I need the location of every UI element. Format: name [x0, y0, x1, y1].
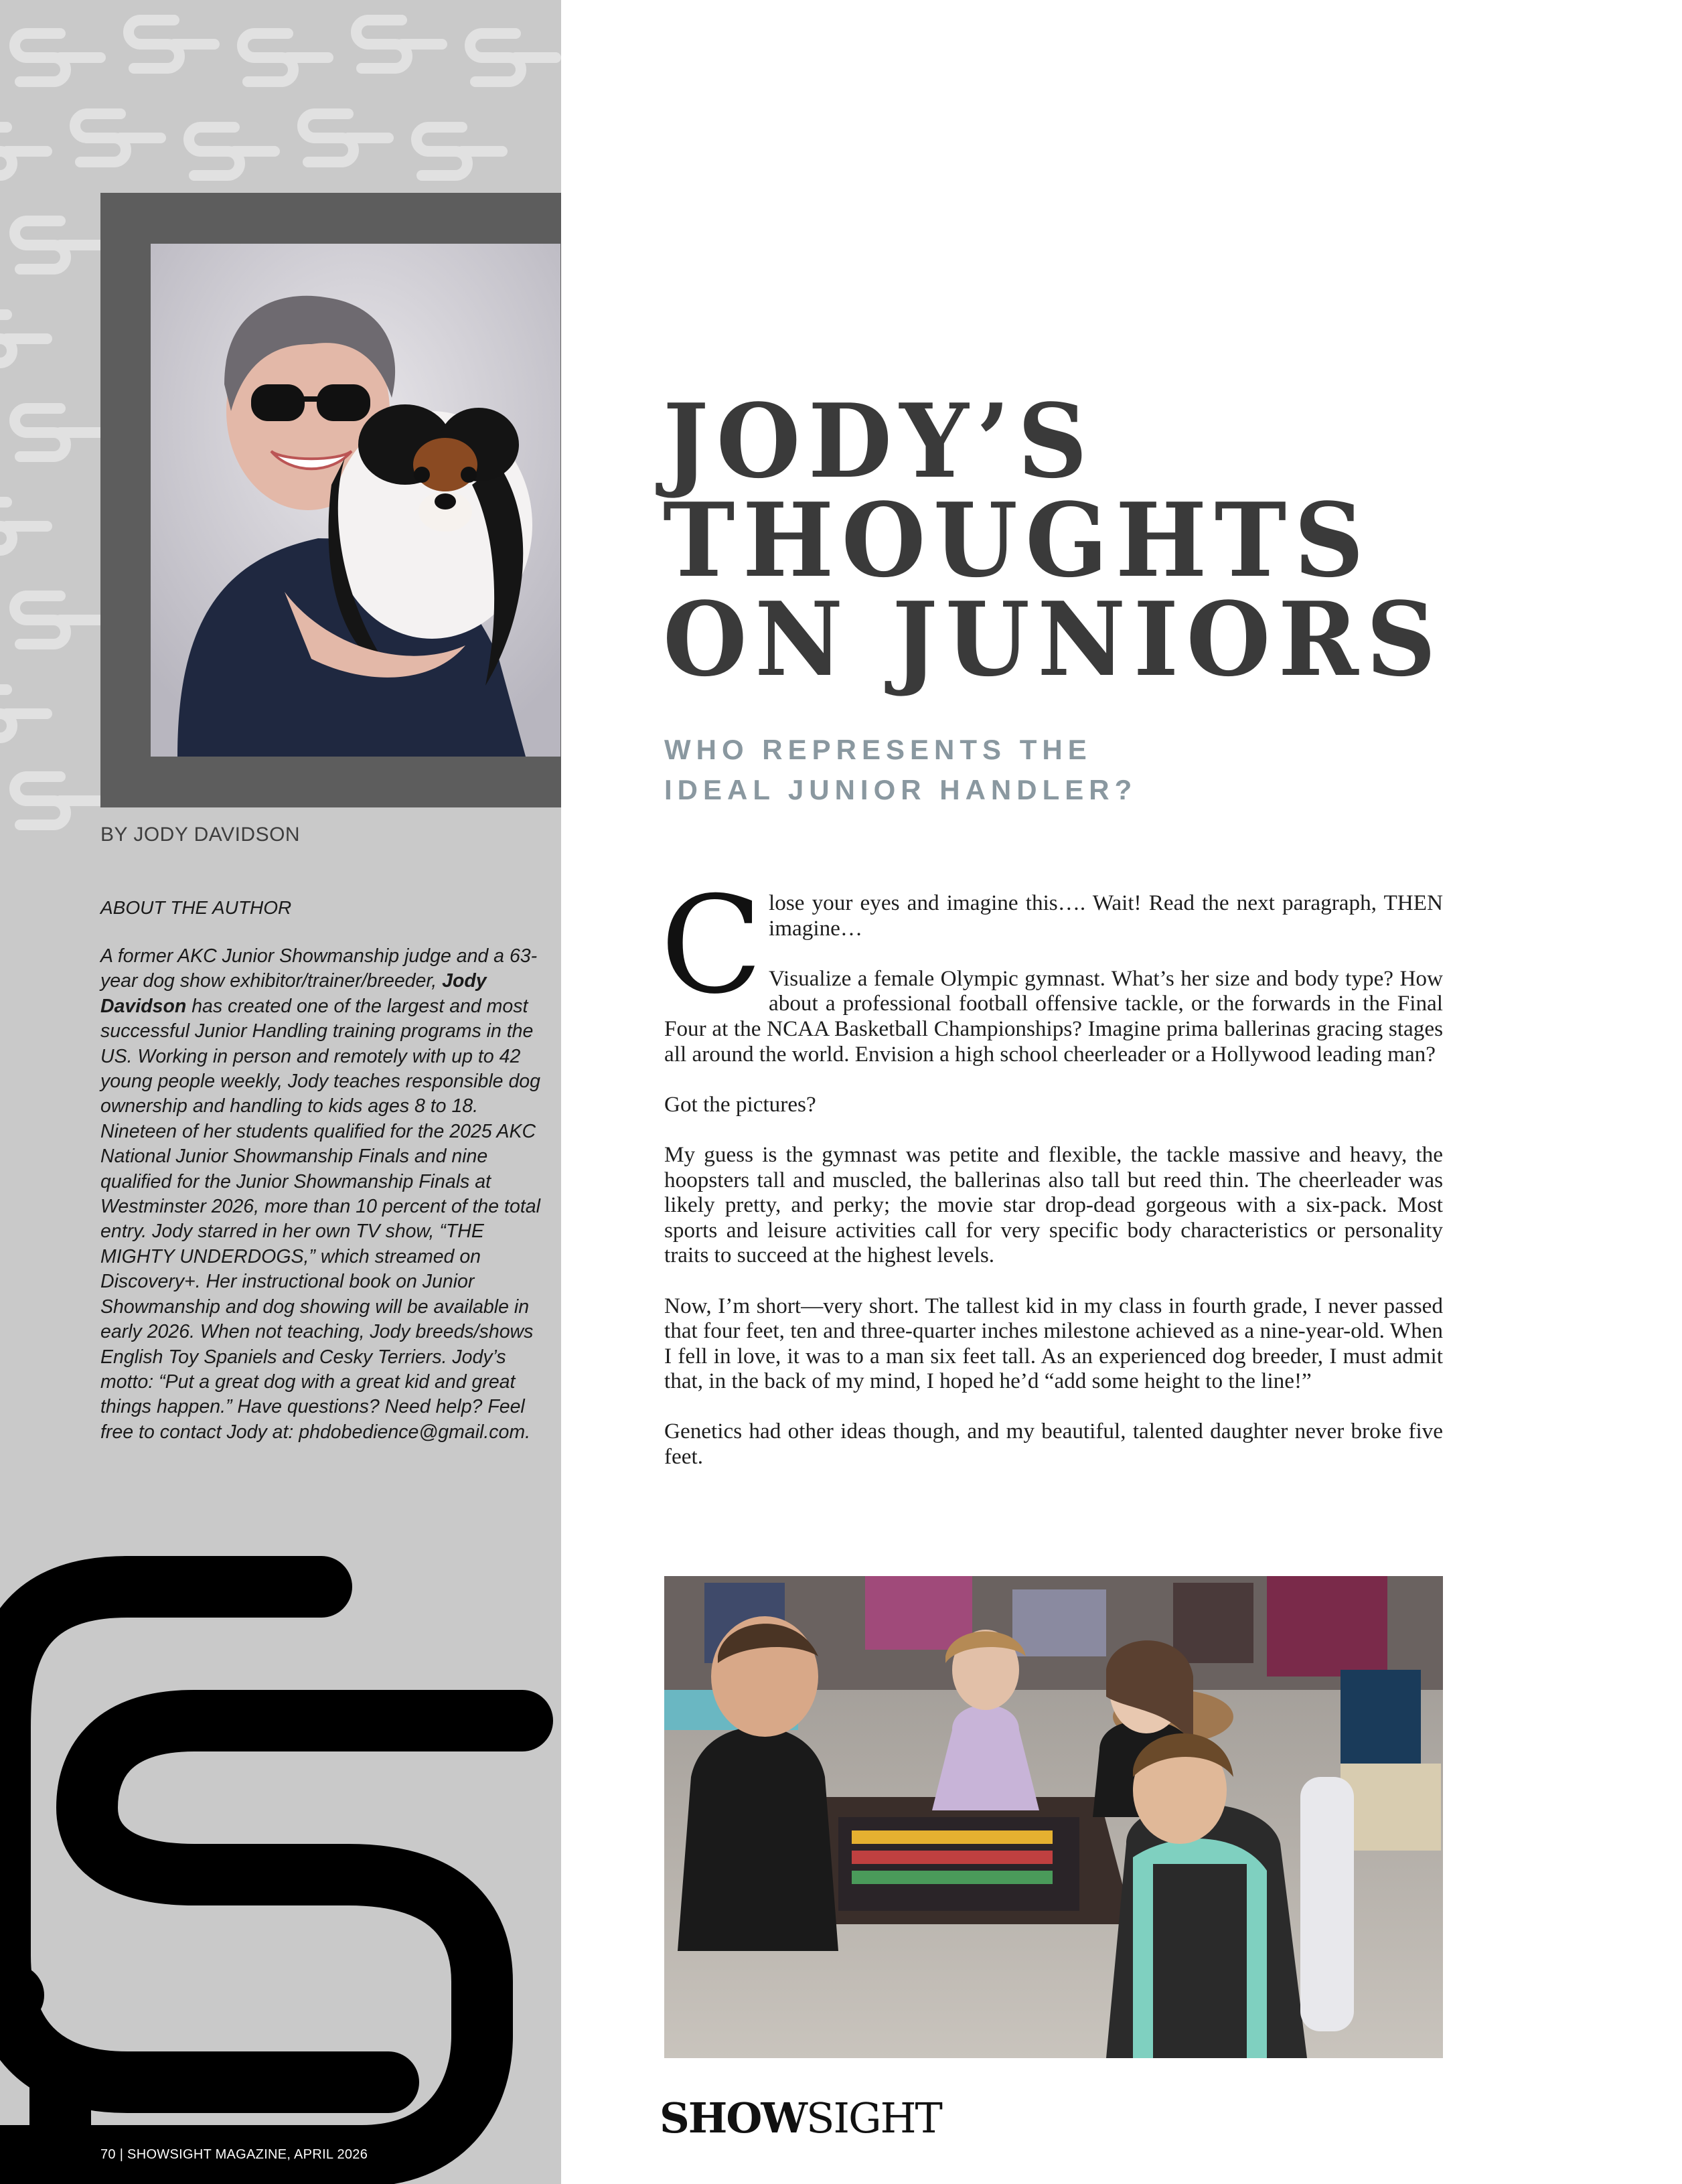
headline: [663, 381, 1604, 699]
author-bio-text-1: A former AKC Junior Showmanship judge and a 63-year dog show exhibitor/trainer/breeder,: [100, 945, 538, 992]
big-s-logo-graphic: [0, 1527, 561, 2184]
article-body: [660, 868, 1443, 1494]
paragraph-6: Genetics had other ideas though, and my beautiful, talented daughter never broke five feet.: [664, 1419, 1443, 1470]
author-bio: [100, 944, 549, 1445]
headline-line-3: ON JUNIORS: [663, 579, 1444, 699]
about-the-author-heading: ABOUT THE AUTHOR: [100, 897, 292, 918]
author-bio-text-2: has created one of the largest and most successful Junior Handling training programs in the US. Working in person and remotely with up to 42 young people weekly, Jody teaches responsible dog ownership and handling to kids ages 8 to 18. Nineteen of her students qualified for the 2025 AKC National Junior Showmanship Finals and nine qualified for the Junior Showmanship Finals at Westminster 2026, more than 10 percent of the total entry. Jody starred in her own TV show, “THE MIGHTY UNDERDOGS,” which streamed on Discovery+. Her instructional book on Junior Showmanship and dog showing will be available in early 2026. When not teaching, Jody breeds/shows English Toy Spaniels and Cesky Terriers. Jody’s motto: “Put a great dog with a great kid and great things happen.” Have questions? Need help? Feel free to contact Jody at: phdobedience@gmail.com.: [100, 995, 540, 1443]
subheadline-line-2: IDEAL JUNIOR HANDLER?: [664, 774, 1138, 805]
paragraph-2: Visualize a female Olympic gymnast. What’s her size and body type? How about a professional football offensive tackle, or the forwards in the Final Four at the NCAA Basketball Championships? Imagine prima ballerinas gracing stages all around the world. Envision a high school cheerleader or a Hollywood leading man?: [664, 965, 1443, 1067]
paragraph-5: Now, I’m short—very short. The tallest kid in my class in fourth grade, I never passed that four feet, ten and three-quarter inches milestone achieved as a nine-year-old. When I fell in love, it was to a man six feet tall. As an experienced dog breeder, I must admit that, in the back of my mind, I hoped he’d “add some height to the line!”: [664, 1293, 1443, 1394]
page-folio: 70 | SHOWSIGHT MAGAZINE, APRIL 2026: [100, 2147, 368, 2162]
byline: BY JODY DAVIDSON: [100, 824, 301, 846]
author-photo: [151, 244, 560, 757]
juniors-playing-game-photo: [664, 1576, 1443, 2058]
headline-line-1: JODY’S: [663, 381, 1095, 501]
subheadline: [664, 730, 1267, 810]
paragraph-3: Got the pictures?: [664, 1091, 816, 1117]
headline-line-2: THOUGHTS: [663, 480, 1372, 600]
author-name: Jody Davidson: [100, 970, 487, 1017]
paragraph-4: My guess is the gymnast was petite and flexible, the tackle massive and heavy, the hoopsters tall and muscled, the ballerinas also tall but reed thin. The cheerleader was likely pretty, and perky; the movie star drop-dead gorgeous with a six-pack. Most sports and leisure activities call for very specific body characteristics or personality traits to succeed at the highest levels.: [664, 1142, 1443, 1268]
showsight-logo: [660, 2094, 941, 2142]
drop-cap: C: [660, 868, 763, 1024]
subheadline-line-1: WHO REPRESENTS THE: [664, 734, 1092, 765]
paragraph-1-text: lose your eyes and imagine this…. Wait! Read the next paragraph, THEN imagine…: [769, 890, 1443, 941]
logo-sight: SIGHT: [806, 2094, 941, 2142]
logo-show: SHOW: [660, 2094, 806, 2142]
author-photo-frame: [100, 193, 561, 807]
sidebar: [0, 0, 561, 2184]
